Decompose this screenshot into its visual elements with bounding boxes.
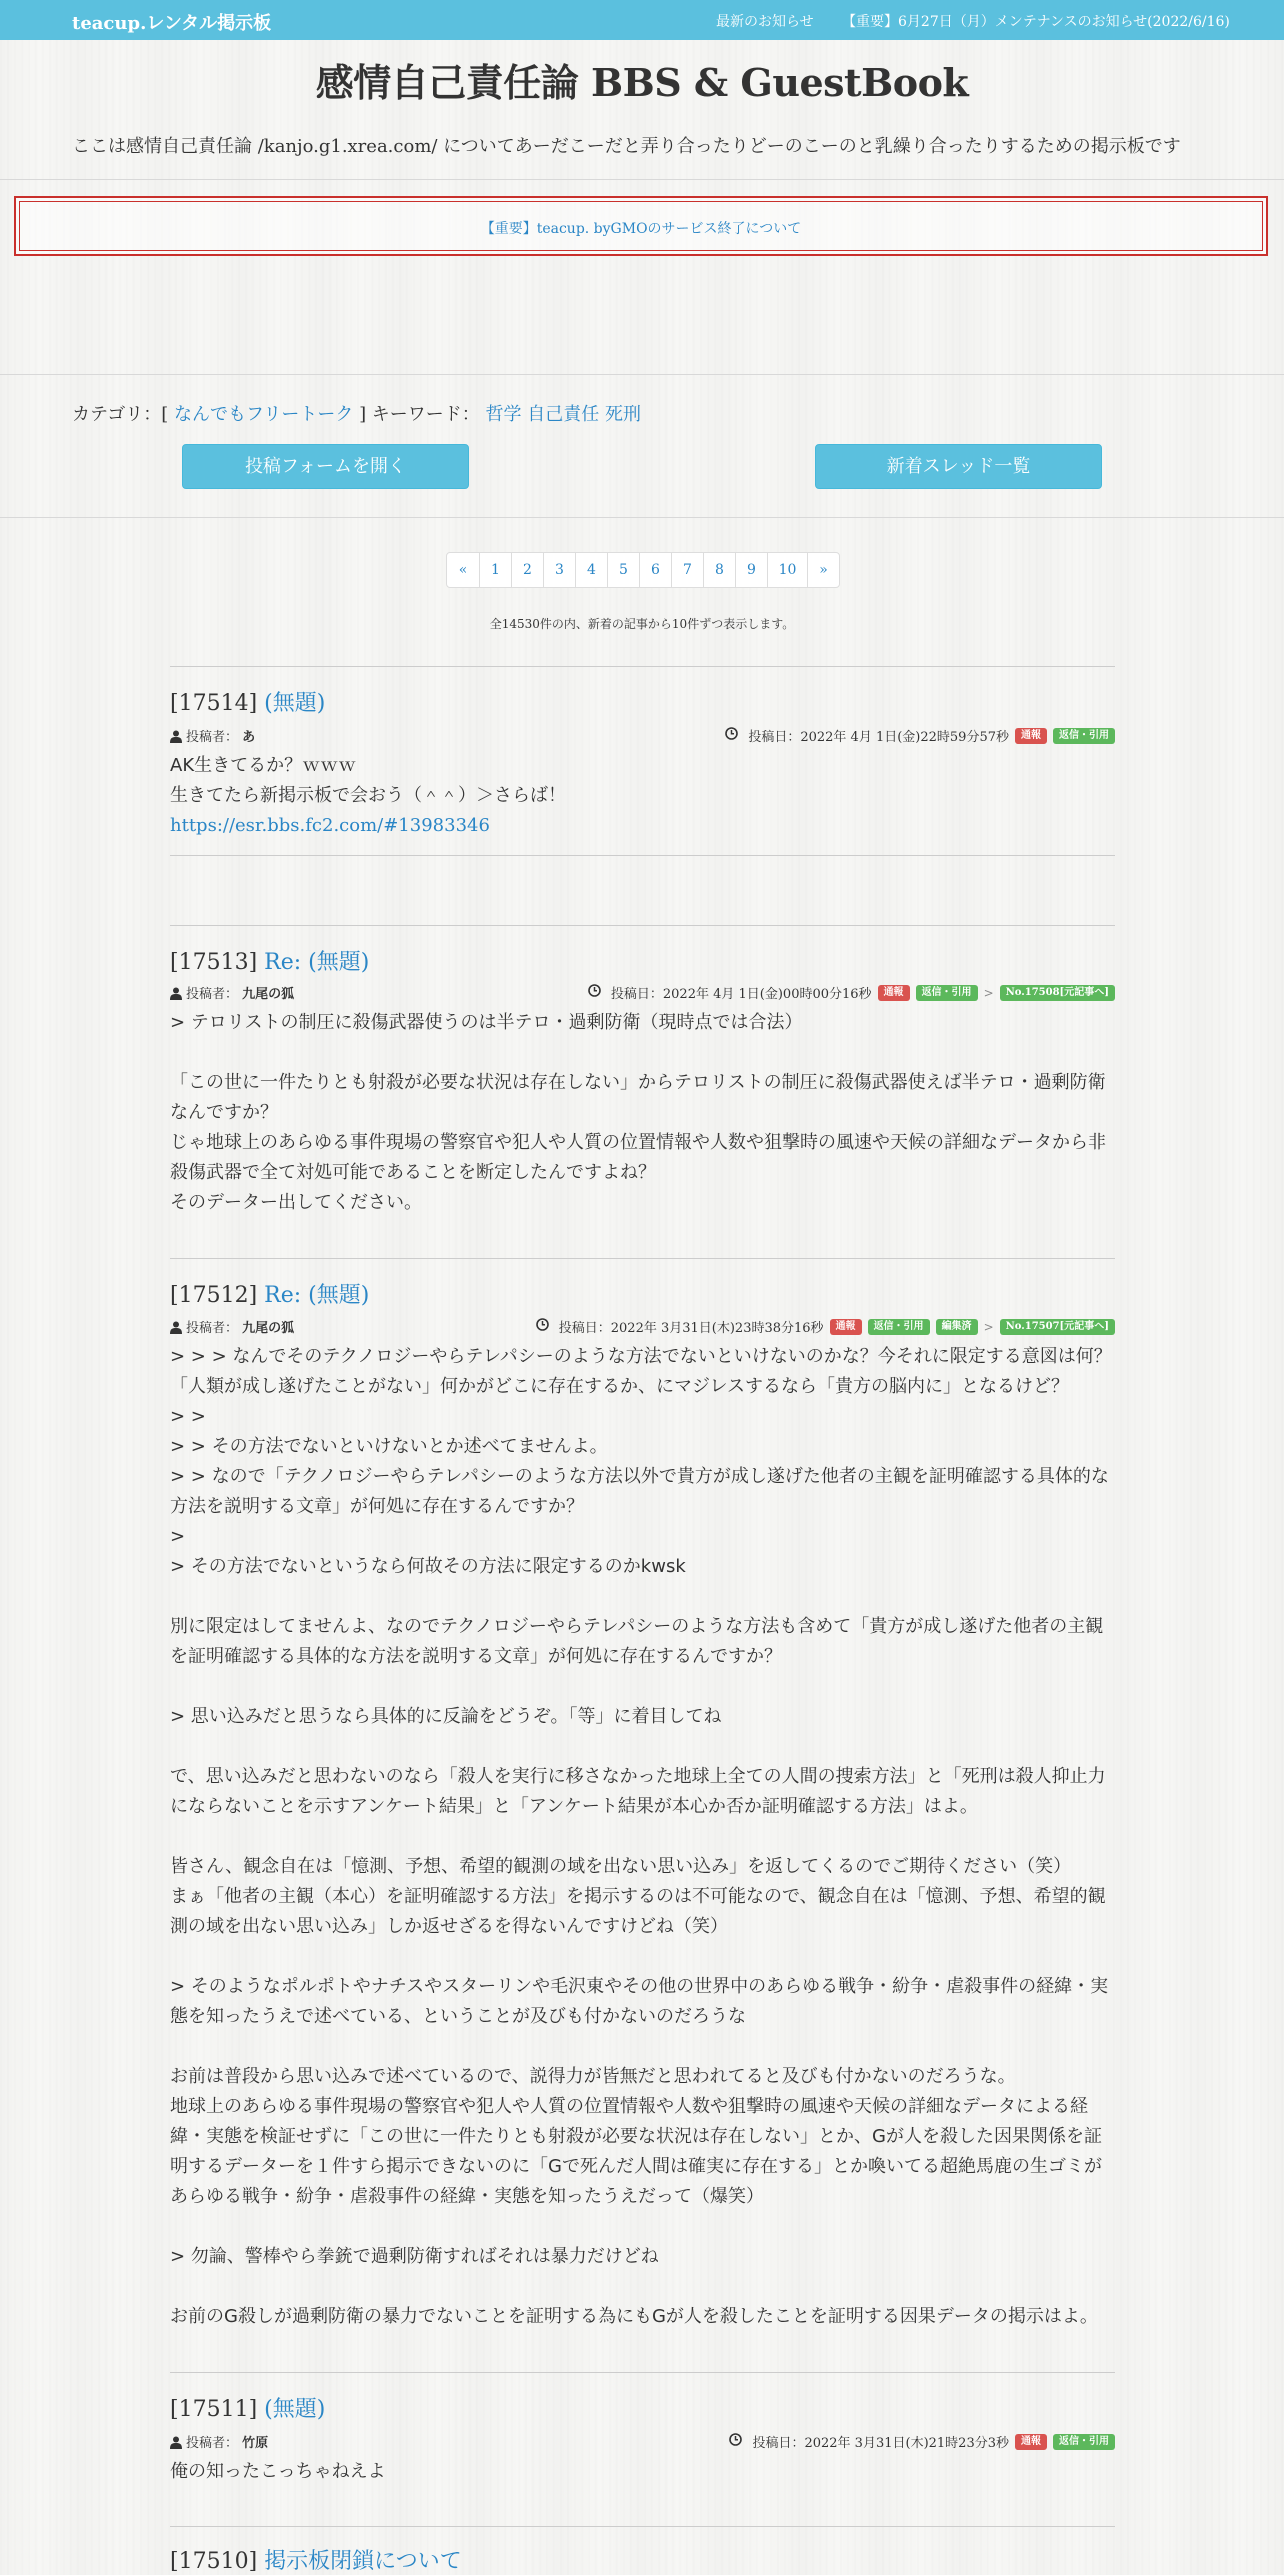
user-icon [170, 987, 182, 1004]
category-link[interactable]: なんでもフリートーク [174, 404, 354, 425]
clock-icon [536, 1318, 549, 1335]
nav-maintenance-notice[interactable]: 【重要】6月27日（月）メンテナンスのお知らせ(2022/6/16) [842, 14, 1230, 30]
divider [0, 374, 1284, 375]
chevron-right-icon: > [983, 1319, 994, 1334]
post-body: > テロリストの制圧に殺傷武器使うのは半テロ・過剰防衛（現時点では合法） 「この世に一件たりとも射殺が必要な状況は存在しない」からテロリストの制圧に殺傷武器使えば半テロ・過剰防衛なんですか？ じゃ地球上のあらゆる事件現場の警察官や犯人や人質の位置情報や人数や狙撃時の風速や天候の詳細なデータから非殺傷武器で全て対処可能であることを断定したんですよね？ そのデーター出してください。 [170, 1012, 1106, 1213]
post-divider [170, 925, 1115, 926]
edited-badge: 編集済 [936, 1319, 978, 1335]
posted-label: 投稿日： [558, 1321, 611, 1336]
poster-label: 投稿者： [186, 2436, 239, 2451]
pager-page[interactable]: 8 [703, 553, 735, 587]
post-author [170, 1317, 294, 1338]
report-badge[interactable]: 通報 [830, 1319, 862, 1335]
page-title: 感情自己責任論 BBS & GuestBook [315, 60, 969, 105]
keyword-label: ] キーワード： [359, 404, 480, 425]
pager-page[interactable]: 7 [671, 553, 703, 587]
pager-page[interactable]: 2 [511, 553, 543, 587]
post-divider [170, 2372, 1115, 2373]
pager-page[interactable]: 5 [607, 553, 639, 587]
divider [0, 517, 1284, 518]
pager-page[interactable]: 1 [479, 553, 511, 587]
post-body: 俺の知ったこっちゃねえよ [170, 2461, 386, 2482]
keyword-link[interactable]: 自己責任 [527, 404, 600, 425]
post-title [170, 686, 325, 717]
post-link[interactable]: https://esr.bbs.fc2.com/#13983346 [170, 815, 490, 836]
post-author [170, 983, 294, 1004]
post-title-link[interactable]: 掲示板閉鎖について [264, 2549, 462, 2574]
original-post-badge[interactable]: No.17507[元記事へ] [1000, 1319, 1115, 1335]
post-meta [729, 2432, 1115, 2451]
page-description: ここは感情自己責任論 /kanjo.g1.xrea.com/ についてあーだこーだと弄り合ったりどーのこーのと乳繰り合ったりするための掲示板です [72, 136, 1181, 157]
post-divider [170, 666, 1115, 667]
pager-page[interactable]: 6 [639, 553, 671, 587]
pager-page[interactable]: 4 [575, 553, 607, 587]
post-meta [588, 983, 1115, 1002]
post-title [170, 2392, 325, 2423]
keyword-link[interactable]: 哲学 [485, 404, 522, 425]
chevron-right-icon: > [983, 985, 994, 1000]
posted-label: 投稿日： [752, 2436, 805, 2451]
post-author [170, 2432, 268, 2453]
author-name: 竹原 [242, 2436, 269, 2451]
notice-link[interactable]: 【重要】teacup. byGMOのサービス終了について [480, 221, 802, 237]
post-divider [170, 2526, 1115, 2527]
post-number: [17513] [170, 950, 258, 975]
open-post-form-button[interactable]: 投稿フォームを開く [182, 444, 469, 489]
user-icon [170, 1321, 182, 1338]
post-title-link[interactable]: (無題) [264, 2397, 326, 2422]
post-number: [17510] [170, 2549, 258, 2574]
poster-label: 投稿者： [186, 987, 239, 1002]
important-notice-box [14, 196, 1268, 256]
post-body [170, 751, 1115, 841]
user-icon [170, 2436, 182, 2453]
post-meta [725, 726, 1115, 745]
post-author [170, 726, 255, 747]
top-navbar [0, 0, 1284, 40]
post-title [170, 2544, 462, 2575]
pager-next[interactable]: » [807, 553, 839, 587]
reply-badge[interactable]: 返信・引用 [1053, 728, 1115, 744]
posted-label: 投稿日： [610, 987, 663, 1002]
post-count-summary: 全14530件の内、新着の記事から10件ずつ表示します。 [489, 617, 795, 631]
posted-label: 投稿日： [748, 730, 801, 745]
user-icon [170, 730, 182, 747]
post-number: [17511] [170, 2397, 258, 2422]
post-number: [17514] [170, 691, 258, 716]
poster-label: 投稿者： [186, 730, 239, 745]
post-body-text: AK生きてるか？ｗｗｗ 生きてたら新掲示板で会おう（＾＾）＞さらば！ [170, 755, 566, 806]
poster-label: 投稿者： [186, 1321, 239, 1336]
post-date: 2022年 3月31日(木)23時38分16秒 [610, 1321, 824, 1336]
post-date: 2022年 3月31日(木)21時23分3秒 [804, 2436, 1009, 2451]
post-body: > > > なんでそのテクノロジーやらテレパシーのような方法でないといけないのかな？今それに限定する意図は何？ 「人類が成し遂げたことがない」何かがどこに存在するか、にマジレスするなら「貴方の脳内に」となるけど？ > > > > その方法でないといけないとか述べてませんよ。 > > なので「テクノロジーやらテレパシーのような方法以外で貴方が成し遂げた他者の主観を証明確認する具体的な方法を説明する文章」が何処に存在するんですか？ > > その方法でないというなら何故その方法に限定するのかkwsk 別に限定はしてませんよ、なのでテクノロジーやらテレパシーのような方法も含めて「貴方が成し遂げた他者の主観を証明確認する具体的な方法を説明する文章」が何処に存在するんですか？ > 思い込みだと思うなら具体的に反論をどうぞ。「等」に着目してね で、思い込みだと思わないのなら「殺人を実行に移さなかった地球上全ての人間の捜索方法」と「死刑は殺人抑止力にならないことを示すアンケート結果」と「アンケート結果が本心か否か証明確認する方法」はよ。 皆さん、観念自在は「憶測、予想、希望的観測の域を出ない思い込み」を返してくるのでご期待ください（笑） まぁ「他者の主観（本心）を証明確認する方法」を掲示するのは不可能なので、観念自在は「憶測、予想、希望的観測の域を出ない思い込み」しか返せざるを得ないんですけどね（笑） > そのようなポルポトやナチスやスターリンや毛沢東やその他の世界中のあらゆる戦争・紛争・虐殺事件の経緯・実態を知ったうえで述べている、ということが及びも付かないのだろうな お前は普段から思い込みで述べているので、説得力が皆無だと思われてると及びも付かないのだろうな。 地球上のあらゆる事件現場の警察官や犯人や人質の位置情報や人数や狙撃時の風速や天候の詳細なデータによる経緯・実態を検証せずに「この世に一件たりとも射殺が必要な状況は存在しない」とか、Gが人を殺した因果関係を証明するデーターを１件すら掲示できないのに「Gで死んだ人間は確実に存在する」とか喚いてる超絶馬鹿の生ゴミがあらゆる戦争・紛争・虐殺事件の経緯・実態を知ったうえだって（爆笑） > 勿論、警棒やら拳銃で過剰防衛すればそれは暴力だけどね お前のG殺しが過剰防衛の暴力でないことを証明する為にもGが人を殺したことを証明する因果データの掲示はよ。 [170, 1346, 1112, 2327]
post-title-link[interactable]: (無題) [264, 691, 326, 716]
clock-icon [588, 984, 601, 1001]
clock-icon [729, 2433, 742, 2450]
pager-page[interactable]: 3 [543, 553, 575, 587]
author-name: あ [242, 730, 256, 745]
post-date: 2022年 4月 1日(金)22時59分57秒 [800, 730, 1009, 745]
post-date: 2022年 4月 1日(金)00時00分16秒 [662, 987, 872, 1002]
pager-prev[interactable]: « [458, 562, 468, 578]
author-name: 九尾の狐 [242, 1321, 295, 1336]
reply-badge[interactable]: 返信・引用 [868, 1319, 930, 1335]
divider [0, 179, 1284, 180]
pager-page[interactable]: 10 [767, 553, 807, 587]
post-title-link[interactable]: Re: (無題) [264, 950, 370, 975]
nav-latest-news[interactable]: 最新のお知らせ [716, 14, 814, 30]
post-title-link[interactable]: Re: (無題) [264, 1283, 370, 1308]
pager-page[interactable]: 9 [735, 553, 767, 587]
post-title [170, 1278, 369, 1309]
thread-list-button[interactable]: 新着スレッド一覧 [815, 444, 1102, 489]
clock-icon [725, 727, 738, 744]
reply-badge[interactable]: 返信・引用 [1053, 2434, 1115, 2450]
author-name: 九尾の狐 [242, 987, 295, 1002]
post-divider [170, 855, 1115, 856]
reply-badge[interactable]: 返信・引用 [916, 985, 978, 1001]
report-badge[interactable]: 通報 [1015, 2434, 1047, 2450]
post-divider [170, 1258, 1115, 1259]
post-number: [17512] [170, 1283, 258, 1308]
brand-link[interactable]: teacup.レンタル掲示板 [72, 13, 272, 34]
original-post-badge[interactable]: No.17508[元記事へ] [1000, 985, 1115, 1001]
post-title [170, 945, 369, 976]
report-badge[interactable]: 通報 [1015, 728, 1047, 744]
keyword-link[interactable]: 死刑 [605, 404, 642, 425]
post-meta [536, 1317, 1115, 1336]
pagination [446, 552, 840, 588]
category-prefix: カテゴリ：[ [72, 404, 169, 425]
report-badge[interactable]: 通報 [878, 985, 910, 1001]
category-line [72, 400, 641, 426]
